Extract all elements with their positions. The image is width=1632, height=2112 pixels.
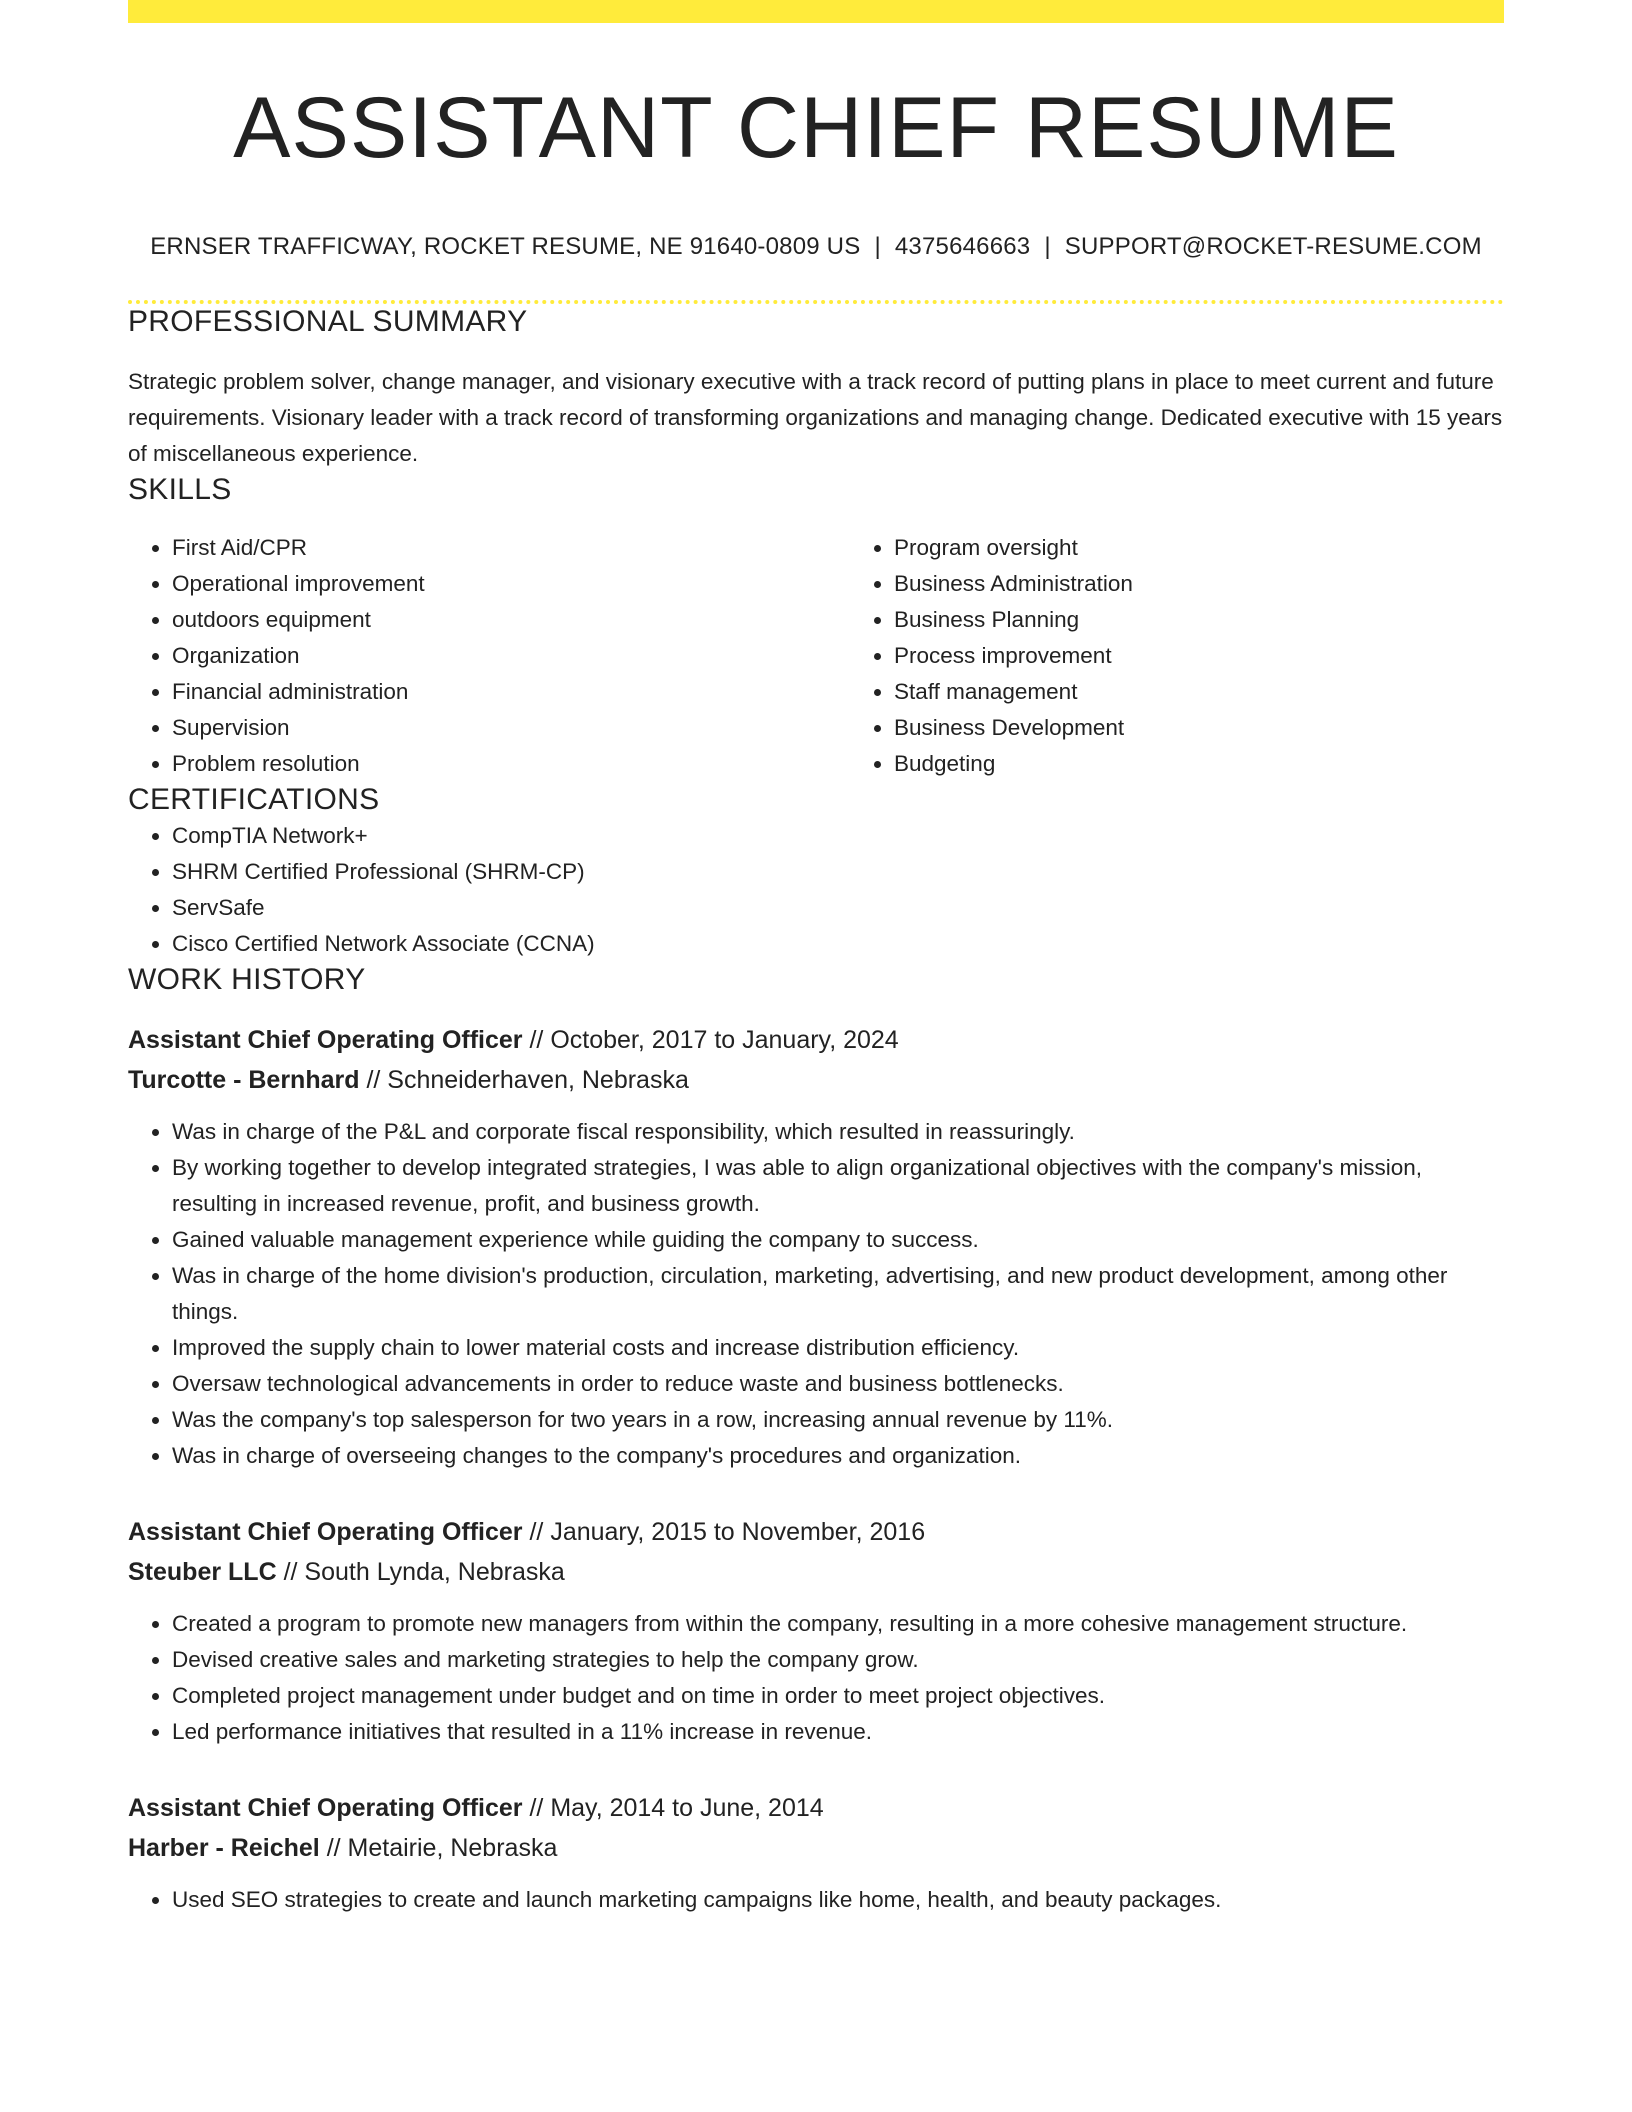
job-entry [128, 1512, 1504, 1750]
job-bullet: • Led performance initiatives that resulted in a 11% increase in revenue. [172, 1714, 1504, 1750]
job-dates: // October, 2017 to January, 2024 [529, 1025, 899, 1054]
job-location: // Metairie, Nebraska [326, 1833, 558, 1862]
skill-item: • Problem resolution [172, 746, 850, 782]
job-location: // Schneiderhaven, Nebraska [366, 1065, 689, 1094]
skill-item: • Business Development [894, 710, 1572, 746]
job-bullets [128, 1114, 1504, 1474]
summary-text: Strategic problem solver, change manager, and visionary executive with a track record of putting plans in place to meet current and future requirements. Visionary leader with a track record of transforming organizations and managing change. Dedicated executive with 15 years of miscellaneous experience. [128, 368, 1503, 466]
contact-separator: | [1044, 233, 1051, 260]
skill-item: • Process improvement [894, 638, 1572, 674]
job-company: Harber - Reichel [128, 1833, 320, 1862]
job-title-line [128, 1020, 1504, 1060]
skill-item: • Supervision [172, 710, 850, 746]
skills-heading: SKILLS [128, 472, 232, 506]
job-entry [128, 1788, 1504, 1918]
skills-columns [128, 530, 1504, 782]
top-accent-bar [128, 0, 1504, 23]
job-company: Turcotte - Bernhard [128, 1065, 360, 1094]
job-bullet: • Was the company's top salesperson for two years in a row, increasing annual revenue by 11%. [172, 1402, 1504, 1438]
certification-item: • SHRM Certified Professional (SHRM-CP) [172, 854, 1504, 890]
job-company-line [128, 1060, 1504, 1100]
skill-item: • Operational improvement [172, 566, 850, 602]
contact-email: SUPPORT@ROCKET-RESUME.COM [1064, 233, 1482, 260]
job-title-line [128, 1512, 1504, 1552]
skill-item: • Financial administration [172, 674, 850, 710]
job-bullet: • Was in charge of the P&L and corporate fiscal responsibility, which resulted in reassuringly. [172, 1114, 1504, 1150]
certification-item: • CompTIA Network+ [172, 818, 1504, 854]
skill-item: • First Aid/CPR [172, 530, 850, 566]
skill-item: • Program oversight [894, 530, 1572, 566]
job-bullet: • Was in charge of overseeing changes to the company's procedures and organization. [172, 1438, 1504, 1474]
certifications-heading: CERTIFICATIONS [128, 782, 380, 816]
job-company: Steuber LLC [128, 1557, 277, 1586]
job-bullet: • Created a program to promote new managers from within the company, resulting in a more cohesive management structure. [172, 1606, 1504, 1642]
skill-item: • outdoors equipment [172, 602, 850, 638]
contact-phone: 4375646663 [894, 233, 1031, 260]
job-bullet: • Was in charge of the home division's production, circulation, marketing, advertising, and new product development, among other things. [172, 1258, 1504, 1330]
skills-right-list [850, 530, 1572, 782]
resume-title: ASSISTANT CHIEF RESUME [233, 80, 1399, 176]
job-bullet: • Used SEO strategies to create and launch marketing campaigns like home, health, and beauty packages. [172, 1882, 1504, 1918]
job-company-line [128, 1828, 1504, 1868]
job-entry [128, 1020, 1504, 1474]
skill-item: • Business Administration [894, 566, 1572, 602]
summary-heading: PROFESSIONAL SUMMARY [128, 304, 528, 338]
resume-page [128, 0, 1504, 1918]
skill-item: • Business Planning [894, 602, 1572, 638]
certification-item: • Cisco Certified Network Associate (CCNA) [172, 926, 1504, 962]
job-bullet: • Gained valuable management experience while guiding the company to success. [172, 1222, 1504, 1258]
certifications-list [128, 818, 1504, 962]
work-history-heading: WORK HISTORY [128, 962, 366, 996]
skill-item: • Budgeting [894, 746, 1572, 782]
contact-address: ERNSER TRAFFICWAY, ROCKET RESUME, NE 91640-0809 US [150, 233, 861, 260]
job-bullet: • Oversaw technological advancements in order to reduce waste and business bottlenecks. [172, 1366, 1504, 1402]
job-position: Assistant Chief Operating Officer [128, 1793, 523, 1822]
job-bullets [128, 1606, 1504, 1750]
job-bullet: • Devised creative sales and marketing strategies to help the company grow. [172, 1642, 1504, 1678]
job-bullets [128, 1882, 1504, 1918]
job-position: Assistant Chief Operating Officer [128, 1517, 523, 1546]
skill-item: • Staff management [894, 674, 1572, 710]
job-dates: // May, 2014 to June, 2014 [529, 1793, 824, 1822]
job-bullet: • Completed project management under budget and on time in order to meet project objectives. [172, 1678, 1504, 1714]
job-bullet: • By working together to develop integrated strategies, I was able to align organizational objectives with the company's mission, resulting in increased revenue, profit, and business growth. [172, 1150, 1504, 1222]
skills-left-list [128, 530, 850, 782]
skill-item: • Organization [172, 638, 850, 674]
job-dates: // January, 2015 to November, 2016 [529, 1517, 926, 1546]
job-location: // South Lynda, Nebraska [283, 1557, 565, 1586]
contact-separator: | [874, 233, 881, 260]
certification-item: • ServSafe [172, 890, 1504, 926]
job-position: Assistant Chief Operating Officer [128, 1025, 523, 1054]
job-title-line [128, 1788, 1504, 1828]
job-company-line [128, 1552, 1504, 1592]
contact-line [128, 233, 1504, 262]
job-bullet: • Improved the supply chain to lower material costs and increase distribution efficiency. [172, 1330, 1504, 1366]
